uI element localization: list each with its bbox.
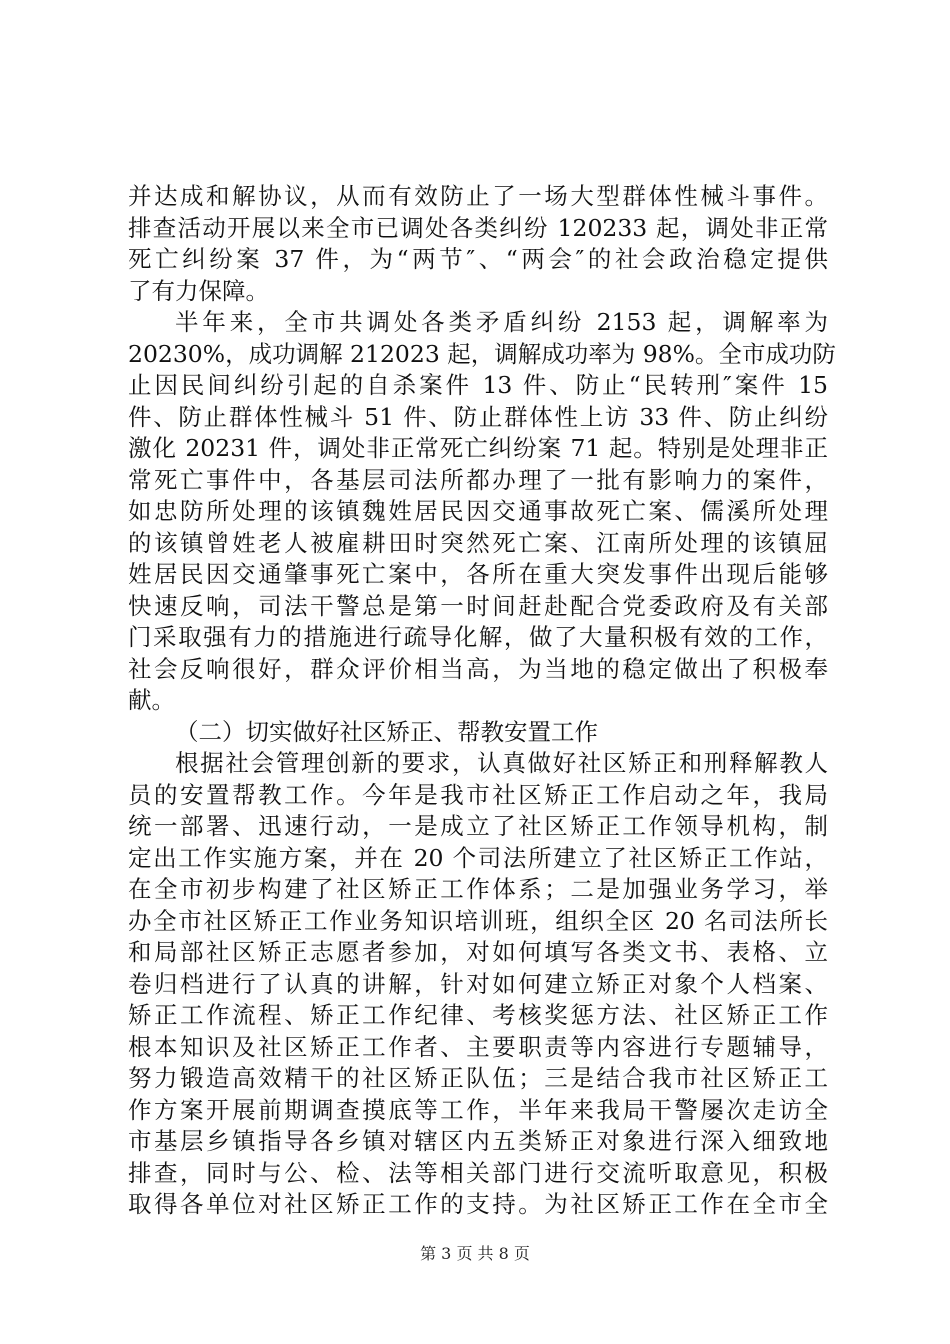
body-line: 定出工作实施方案，并在 20 个司法所建立了社区矫正工作站， (128, 843, 828, 872)
body-line: 半年来，全市共调处各类矛盾纠纷 2153 起，调解率为 (175, 308, 828, 336)
body-line: 止因民间纠纷引起的自杀案件 13 件、防止“民转刑″案件 15 (128, 371, 828, 399)
body-line: 努力锻造高效精干的社区矫正队伍；三是结合我市社区矫正工 (128, 1064, 828, 1092)
body-line: 的该镇曾姓老人被雇耕田时突然死亡案、江南所处理的该镇屈 (128, 528, 828, 557)
body-line: 常死亡事件中，各基层司法所都办理了一批有影响力的案件， (128, 465, 828, 494)
body-line: 根据社会管理创新的要求，认真做好社区矫正和刑释解教人 (175, 749, 828, 777)
body-line: 20230%，成功调解 212023 起，调解成功率为 98%。全市成功防 (128, 339, 836, 368)
body-line: 并达成和解协议，从而有效防止了一场大型群体性械斗事件。 (128, 182, 828, 210)
body-line: 门采取强有力的措施进行疏导化解，做了大量积极有效的工作， (128, 623, 828, 651)
body-line: 取得各单位对社区矫正工作的支持。为社区矫正工作在全市全 (128, 1190, 828, 1218)
body-line: 和局部社区矫正志愿者参加，对如何填写各类文书、表格、立 (128, 938, 828, 966)
body-line: 矫正工作流程、矫正工作纪律、考核奖惩方法、社区矫正工作 (128, 1001, 828, 1029)
body-line: 排查，同时与公、检、法等相关部门进行交流听取意见，积极 (128, 1158, 828, 1187)
body-line: 作方案开展前期调查摸底等工作，半年来我局干警屡次走访全 (128, 1095, 828, 1124)
body-line: 死亡纠纷案 37 件，为“两节″、“两会″的社会政治稳定提供 (128, 245, 828, 273)
body-line: 了有力保障。 (128, 276, 269, 305)
body-line: 根本知识及社区矫正工作者、主要职责等内容进行专题辅导， (128, 1032, 828, 1061)
body-line: 社会反响很好，群众评价相当高，为当地的稳定做出了积极奉 (128, 654, 828, 683)
body-line: 排查活动开展以来全市已调处各类纠纷 120233 起，调处非正常 (128, 213, 828, 242)
body-line: 在全市初步构建了社区矫正工作体系；二是加强业务学习，举 (128, 875, 828, 903)
body-line: 卷归档进行了认真的讲解，针对如何建立矫正对象个人档案、 (128, 969, 828, 998)
body-line: 市基层乡镇指导各乡镇对辖区内五类矫正对象进行深入细致地 (128, 1127, 828, 1155)
body-line: 统一部署、迅速行动，一是成立了社区矫正工作领导机构，制 (128, 812, 828, 840)
body-line: 办全市社区矫正工作业务知识培训班，组织全区 20 名司法所长 (128, 906, 828, 935)
body-line: 件、防止群体性械斗 51 件、防止群体性上访 33 件、防止纠纷 (128, 402, 828, 431)
body-line: 献。 (128, 686, 175, 714)
body-line: 激化 20231 件，调处非正常死亡纠纷案 71 起。特别是处理非正 (128, 434, 828, 462)
body-line: 如忠防所处理的该镇魏姓居民因交通事故死亡案、儒溪所处理 (128, 497, 828, 525)
page-footer: 第 3 页 共 8 页 (420, 1244, 530, 1263)
body-line: 快速反响，司法干警总是第一时间赶赴配合党委政府及有关部 (128, 591, 828, 620)
body-line: 员的安置帮教工作。今年是我市社区矫正工作启动之年，我局 (128, 780, 828, 809)
section-heading: （二）切实做好社区矫正、帮教安置工作 (175, 717, 598, 746)
body-line: 姓居民因交通肇事死亡案中，各所在重大突发事件出现后能够 (128, 560, 828, 588)
